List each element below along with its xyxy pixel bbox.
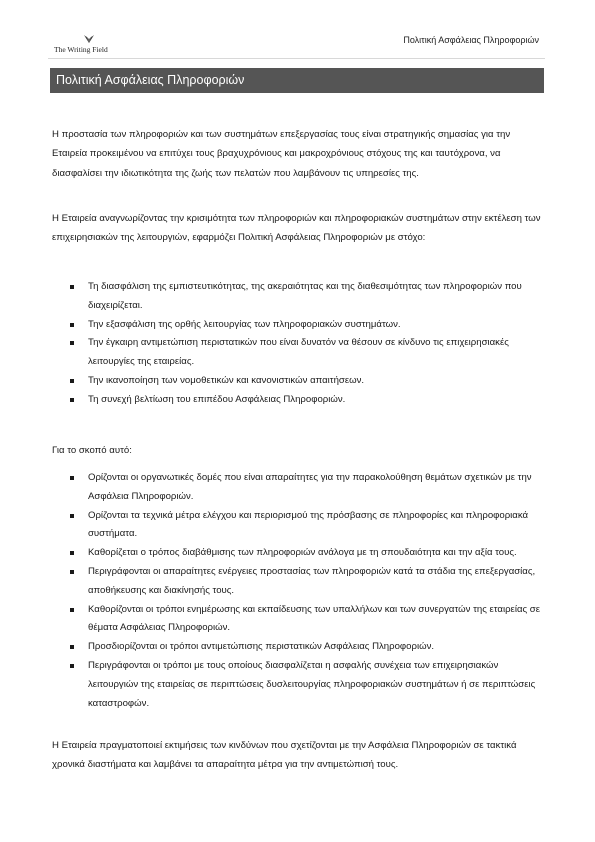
bullet-icon xyxy=(70,664,74,668)
page-header-title: Πολιτική Ασφάλειας Πληροφοριών xyxy=(403,35,539,45)
list-item: Την εξασφάλιση της ορθής λειτουργίας των πληροφοριακών συστημάτων. xyxy=(52,316,542,335)
logo-text: The Writing Field xyxy=(54,45,108,54)
list-item: Την ικανοποίηση των νομοθετικών και κανονιστικών απαιτήσεων. xyxy=(52,372,542,391)
bullet-icon xyxy=(70,608,74,612)
bullet-icon xyxy=(70,323,74,327)
objectives-intro-paragraph: Η Εταιρεία αναγνωρίζοντας την κρισιμότητα των πληροφοριών και πληροφοριακών συστημάτων στην εκτέλεση των επιχειρησιακών της λειτουργιών, εφαρμόζει Πολιτική Ασφάλειας Πληροφοριών με στόχο: xyxy=(52,213,541,244)
bullet-icon xyxy=(70,398,74,402)
list-item: Καθορίζονται οι τρόποι ενημέρωσης και εκπαίδευσης των υπαλλήλων και των συνεργατών της εταιρείας σε θέματα Ασφάλειας Πληροφοριών. xyxy=(52,601,542,639)
bullet-icon xyxy=(70,379,74,383)
intro-paragraph: Η προστασία των πληροφοριών και των συστημάτων επεξεργασίας τους είναι στρατηγικής σημασίας για την Εταιρεία προκειμένου να επιτύχει τους βραχυχρόνιους και μακροχρόνιους στόχους της και ταυτόχρονα, να διασφαλίσει την ιδιωτικότητα της ζωής των πελατών που λαμβάνουν τις υπηρεσίες της. xyxy=(52,129,511,179)
list-item: Προσδιορίζονται οι τρόποι αντιμετώπισης περιστατικών Ασφάλειας Πληροφοριών. xyxy=(52,638,542,657)
bullet-icon xyxy=(70,341,74,345)
closing-paragraph: Η Εταιρεία πραγματοποιεί εκτιμήσεις των κινδύνων που σχετίζονται με την Ασφάλεια Πληροφοριών σε τακτικά χρονικά διαστήματα και λαμβάνει τα απαραίτητα μέτρα για την αντιμετώπισή τους. xyxy=(52,740,517,771)
section-banner xyxy=(50,68,544,93)
logo-mark-icon xyxy=(83,34,95,44)
header-divider xyxy=(48,58,545,59)
bullet-icon xyxy=(70,285,74,289)
measures-list xyxy=(52,469,542,713)
measures-intro-paragraph: Για το σκοπό αυτό: xyxy=(52,445,132,456)
company-logo xyxy=(54,34,126,56)
list-item: Τη διασφάλιση της εμπιστευτικότητας, της ακεραιότητας και της διαθεσιμότητας των πληροφοριών που διαχειρίζεται. xyxy=(52,278,542,316)
bullet-icon xyxy=(70,514,74,518)
list-item: Ορίζονται οι οργανωτικές δομές που είναι απαραίτητες για την παρακολούθηση θεμάτων σχετικών με την Ασφάλεια Πληροφοριών. xyxy=(52,469,542,507)
bullet-icon xyxy=(70,570,74,574)
list-item: Περιγράφονται οι απαραίτητες ενέργειες προστασίας των πληροφοριών κατά τα στάδια της επεξεργασίας, αποθήκευσης και διακίνησής τους. xyxy=(52,563,542,601)
list-item: Καθορίζεται ο τρόπος διαβάθμισης των πληροφοριών ανάλογα με τη σπουδαιότητα και την αξία τους. xyxy=(52,544,542,563)
list-item: Ορίζονται τα τεχνικά μέτρα ελέγχου και περιορισμού της πρόσβασης σε πληροφορίες και πληροφοριακά συστήματα. xyxy=(52,507,542,545)
list-item: Περιγράφονται οι τρόποι με τους οποίους διασφαλίζεται η ασφαλής συνέχεια των επιχειρησιακών λειτουργιών της εταιρείας σε περιπτώσεις δυσλειτουργίας πληροφοριακών συστημάτων ή σε περιπτώσεις καταστροφών. xyxy=(52,657,542,713)
bullet-icon xyxy=(70,476,74,480)
bullet-icon xyxy=(70,645,74,649)
list-item: Την έγκαιρη αντιμετώπιση περιστατικών που είναι δυνατόν να θέσουν σε κίνδυνο τις επιχειρησιακές λειτουργίες της εταιρείας. xyxy=(52,334,542,372)
list-item: Τη συνεχή βελτίωση του επιπέδου Ασφάλειας Πληροφοριών. xyxy=(52,391,542,410)
section-title: Πολιτική Ασφάλειας Πληροφοριών xyxy=(56,73,245,87)
objectives-list xyxy=(52,278,542,410)
bullet-icon xyxy=(70,551,74,555)
